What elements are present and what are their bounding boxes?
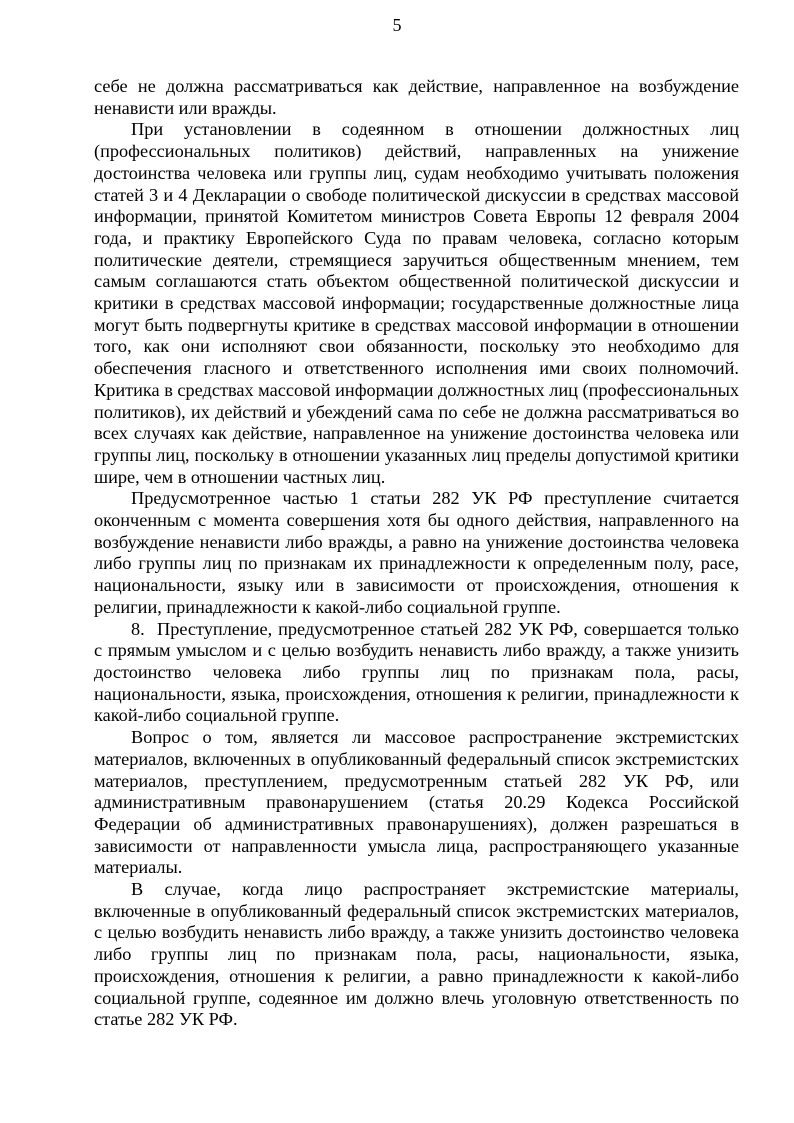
paragraph-officials-criticism: При установлении в содеянном в отношении должностных лиц (профессиональных политиков) действий, направленных на унижение достоинства человека или группы лиц, судам необходимо учитывать положения статей 3 и 4 Декларации о свободе политической дискуссии в средствах массовой информации, принятой Комитетом министров Совета Европы 12 февраля 2004 года, и практику Европейского Суда по правам человека, согласно которым политические деятели, стремящиеся заручиться общественным мнением, тем самым соглашаются стать объектом общественной политической дискуссии и критики в средствах массовой информации; государственные должностные лица могут быть подвергнуты критике в средствах массовой информации в отношении того, как они исполняют свои обязанности, поскольку это необходимо для обеспечения гласного и ответственного исполнения ими своих полномочий. Критика в средствах массовой информации должностных лиц (профессиональных политиков), их действий и убеждений сама по себе не должна рассматриваться во всех случаях как действие, направленное на унижение достоинства человека или группы лиц, поскольку в отношении указанных лиц пределы допустимой критики шире, чем в отношении частных лиц. <box>94 119 739 487</box>
paragraph-extremist-materials: Вопрос о том, является ли массовое распространение экстремистских материалов, включенных в опубликованный федеральный список экстремистских материалов, преступлением, предусмотренным статьей 282 УК РФ, или административным правонарушением (статья 20.29 Кодекса Российской Федерации об административных правонарушениях), должен разрешаться в зависимости от направленности умысла лица, распространяющего указанные материалы. <box>94 727 739 878</box>
page-number: 5 <box>392 15 402 35</box>
paragraph-criminal-liability: В случае, когда лицо распространяет экстремистские материалы, включенные в опубликованный федеральный список экстремистских материалов, с целью возбудить ненависть либо вражду, а также унизить достоинство человека либо группы лиц по признакам пола, расы, национальности, языка, происхождения, отношения к религии, а равно принадлежности к какой-либо социальной группе, содеянное им должно влечь уголовную ответственность по статье 282 УК РФ. <box>94 879 739 1030</box>
paragraph-completed-crime: Предусмотренное частью 1 статьи 282 УК РФ преступление считается оконченным с момента совершения хотя бы одного действия, направленного на возбуждение ненависти либо вражды, а равно на унижение достоинства человека либо группы лиц по признакам их принадлежности к определенным полу, расе, национальности, языку или в зависимости от происхождения, отношения к религии, принадлежности к какой-либо социальной группе. <box>94 488 739 617</box>
item-8-text: Преступление, предусмотренное статьей 282 УК РФ, совершается только с прямым умыслом и с целью возбудить ненависть либо вражду, а также унизить достоинство человека либо группы лиц по признакам пола, расы, национальности, языка, происхождения, отношения к религии, принадлежности к какой-либо социальной группе. <box>94 618 739 726</box>
item-number: 8. <box>131 618 145 639</box>
paragraph-continuation: себе не должна рассматриваться как действие, направленное на возбуждение ненависти или вражды. <box>94 76 739 118</box>
paragraph-item-8 <box>94 619 739 728</box>
document-body <box>94 76 739 1031</box>
